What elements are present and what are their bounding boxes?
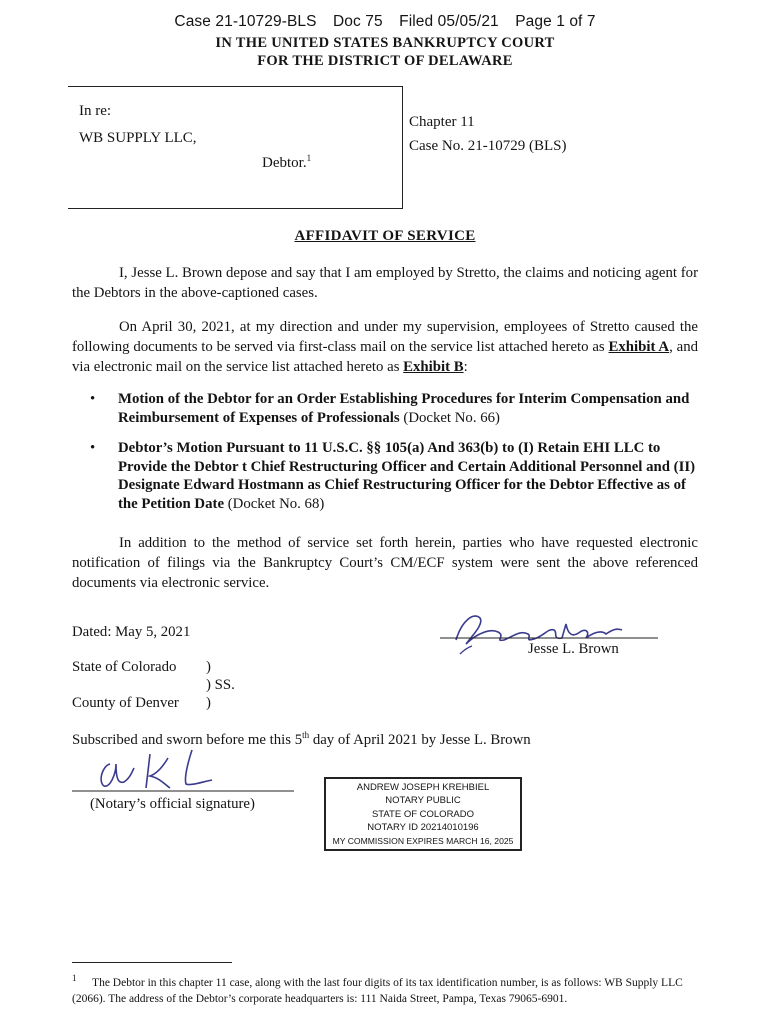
paragraph-2 [72,317,698,377]
docket-ref-1: (Docket No. 66) [399,409,500,426]
footnote-rule [72,962,232,963]
list-item [72,439,698,513]
debtor-label-text: Debtor. [262,155,307,171]
ordinal-suffix: th [302,730,310,740]
paragraph-1 [72,263,698,303]
signer-name: Jesse L. Brown [528,641,619,657]
bullet-icon: • [90,440,96,456]
document-title-1: Motion of the Debtor for an Order Establishing Procedures for Interim Compensation and Reimbursement of Expenses of Professionals [118,391,690,426]
doc-number: Doc 75 [332,13,383,30]
stamp-line-2: NOTARY PUBLIC [385,795,461,807]
paragraph-2-text [72,317,698,377]
venue-ss: ) SS. [206,677,235,693]
stamp-line-1: ANDREW JOSEPH KREHBIEL [356,782,490,793]
list-item [72,390,698,427]
notary-signature-icon [72,744,302,796]
notary-stamp [324,777,522,851]
venue-paren-1: ) [206,659,211,675]
paragraph-1-text: I, Jesse L. Brown depose and say that I am employed by Stretto, the claims and noticing agent for the Debtors in the above-captioned cases. [72,265,698,301]
caption-bottom-rule [68,208,402,209]
notary-signature-label: (Notary’s official signature) [90,796,255,812]
dated-line: Dated: May 5, 2021 [72,624,191,640]
in-re-label: In re: [79,103,112,119]
paragraph-2-part-b: , and via electronic mail on the service list attached hereto as [72,339,698,375]
paragraph-2-part-a: On April 30, 2021, at my direction and under my supervision, employees of Stretto caused the following documents to be served via first-class mail on the service list attached hereto as [72,319,698,355]
document-title: AFFIDAVIT OF SERVICE [294,228,476,244]
court-name-line1: IN THE UNITED STATES BANKRUPTCY COURT [215,35,555,51]
paragraph-3-text: In addition to the method of service set forth herein, parties who have requested electronic notification of filings via the Bankruptcy Court’s CM/ECF system were sent the above referenced documents via electronic service. [72,535,698,591]
state-line: State of Colorado [72,659,177,675]
subscribed-part-b: day of April 2021 by Jesse L. Brown [309,731,531,748]
chapter-label: Chapter 11 [409,114,475,130]
filed-date: Filed 05/05/21 [399,13,499,30]
case-id: Case 21-10729-BLS [174,13,317,30]
case-number: Case No. 21-10729 (BLS) [409,138,567,154]
footnote [72,970,698,1007]
debtor-label [262,153,311,172]
caption-top-rule [68,86,402,87]
bullet-icon: • [90,391,96,407]
footnote-mark: 1 [72,973,77,983]
paragraph-2-part-c: : [463,359,468,375]
stamp-line-5: MY COMMISSION EXPIRES MARCH 16, 2025 [332,835,514,846]
subscribed-part-a: Subscribed and sworn before me this 5 [72,731,303,748]
caption-divider [402,86,403,209]
exhibit-b-ref: Exhibit B [403,359,464,375]
debtor-name: WB SUPPLY LLC, [79,130,197,146]
exhibit-a-ref: Exhibit A [608,339,670,355]
footnote-ref: 1 [306,153,312,163]
ecf-header [0,13,770,31]
docket-ref-2: (Docket No. 68) [224,495,325,512]
paragraph-3 [72,533,698,593]
venue-paren-3: ) [206,695,211,711]
stamp-line-4: NOTARY ID 20214010196 [367,822,479,834]
document-title-2: Debtor’s Motion Pursuant to 11 U.S.C. §§ 105(a) And 363(b) to (I) Retain EHI LLC to Provide the Debtor t Chief Restructuring Officer and Certain Additional Personnel and (II) Designate Edward Hostmann as Chief Restructuring Officer for the Debtor Effective as of the Petition Date [118,440,696,512]
served-documents-list [72,390,698,525]
page-indicator: Page 1 of 7 [515,13,596,30]
footnote-text: The Debtor in this chapter 11 case, along with the last four digits of its tax identification number, is as follows: WB Supply LLC (2066). The address of the Debtor’s corporate headquarters is: 111 Naida Street, Pampa, Texas 79065-6901. [72,976,683,1005]
court-name-line2: FOR THE DISTRICT OF DELAWARE [257,53,513,69]
county-line: County of Denver [72,695,179,711]
stamp-line-3: STATE OF COLORADO [371,808,475,820]
